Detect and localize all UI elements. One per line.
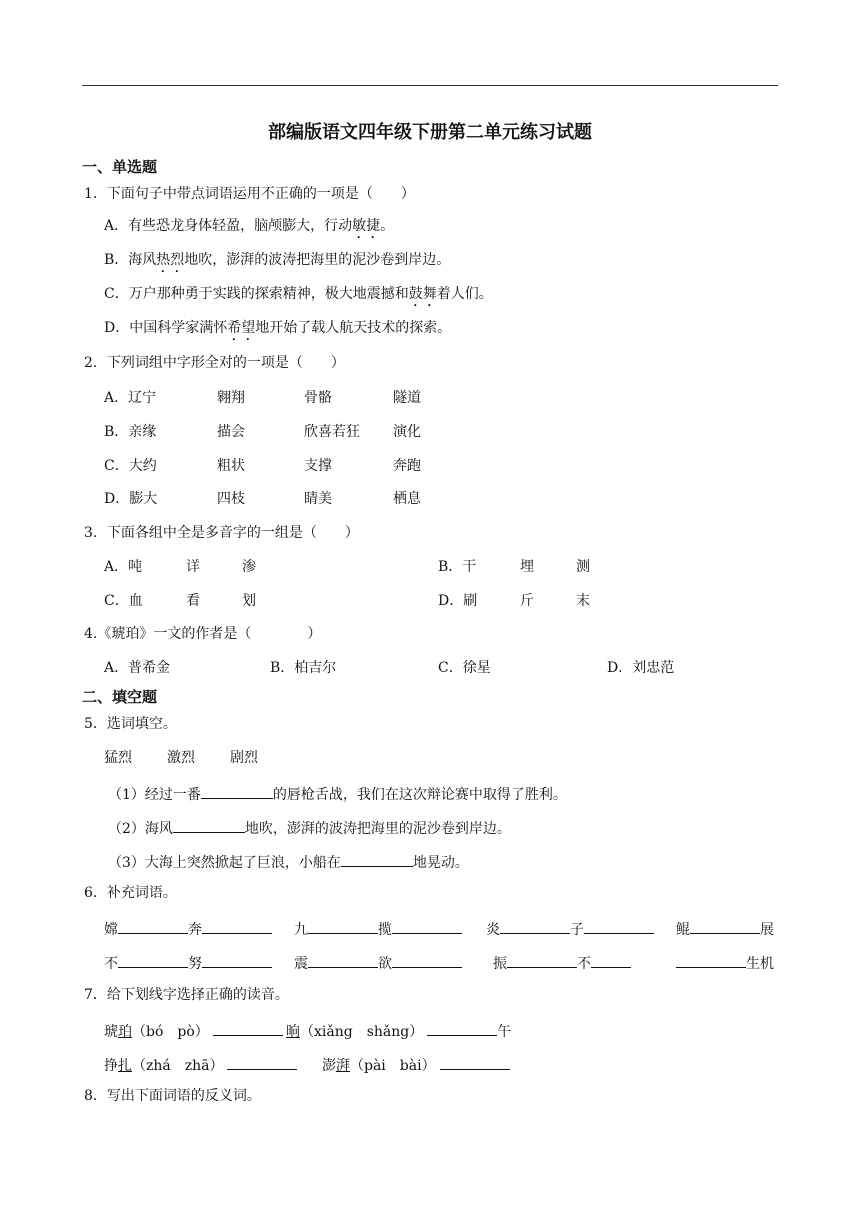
dotted-word: 希望 [227, 320, 256, 336]
word-choice: 激烈 [167, 750, 195, 766]
answer-blank[interactable] [202, 951, 272, 968]
sentence-text: 地晃动。 [412, 855, 469, 871]
word-char: 挣 [104, 1058, 118, 1074]
idiom-char: 展 [760, 922, 774, 938]
pinyin-item-1 [104, 1019, 283, 1042]
answer-blank[interactable] [118, 917, 188, 934]
dotted-word: 敏捷 [352, 218, 381, 234]
idiom-char: 不 [104, 956, 118, 972]
question-4-stem: 4.《琥珀》一文的作者是（ ） [84, 626, 322, 642]
idiom-char: 嫦 [104, 922, 118, 938]
idiom-blank-8 [676, 951, 774, 974]
section-heading-fill-blank: 二、填空题 [82, 688, 158, 706]
sentence-text: （2）海风 [108, 821, 173, 837]
question-3-option-c: C．血 [104, 593, 143, 609]
question-3-char: 斤 [520, 593, 534, 609]
sentence-text: 的唇枪舌战，我们在这次辩论赛中取得了胜利。 [272, 787, 567, 803]
answer-blank[interactable] [201, 782, 273, 799]
question-2-option-a: A．辽宁 [104, 390, 157, 406]
idiom-blank-7 [493, 951, 631, 974]
underlined-char: 湃 [336, 1058, 350, 1074]
idiom-char: 子 [570, 922, 584, 938]
idiom-char: 振 [493, 956, 507, 972]
question-2-word: 描会 [217, 424, 245, 440]
underlined-char: 扎 [118, 1058, 132, 1074]
question-2-word: 骨骼 [304, 390, 332, 406]
question-2-word: 栖息 [393, 491, 421, 507]
question-2-word: 四枝 [217, 491, 245, 507]
idiom-char: 生机 [746, 956, 774, 972]
idiom-char: 努 [188, 956, 202, 972]
option-text: 。 [380, 218, 395, 234]
question-8-stem: 8．写出下面词语的反义词。 [84, 1088, 261, 1104]
question-4-option-d: D．刘忠范 [607, 660, 675, 676]
option-text: 着人们。 [436, 286, 493, 302]
page-title: 部编版语文四年级下册第二单元练习试题 [268, 122, 592, 143]
question-3-stem: 3．下面各组中全是多音字的一组是（ ） [84, 525, 359, 541]
answer-blank[interactable] [392, 951, 462, 968]
option-text: D．中国科学家满怀 [104, 320, 228, 336]
sentence-text: （1）经过一番 [108, 787, 201, 803]
word-char: 澎 [322, 1058, 336, 1074]
question-2-word: 睛美 [304, 491, 332, 507]
question-5-sentence-2 [108, 816, 511, 839]
question-2-word: 支撑 [304, 458, 332, 474]
answer-blank[interactable] [690, 917, 760, 934]
answer-blank[interactable] [507, 951, 577, 968]
idiom-char: 欲 [378, 956, 392, 972]
answer-blank[interactable] [227, 1053, 297, 1070]
word-char: 午 [497, 1024, 512, 1040]
pinyin-choices: （zhá zhā） [132, 1058, 224, 1074]
answer-blank[interactable] [427, 1019, 497, 1036]
question-7-stem: 7．给下划线字选择正确的读音。 [84, 987, 289, 1003]
question-1-option-c [104, 284, 493, 310]
answer-blank[interactable] [173, 816, 245, 833]
question-3-char: 看 [186, 593, 200, 609]
header-rule [82, 85, 778, 86]
question-3-char: 划 [242, 593, 256, 609]
question-3-option-d: D．刷 [438, 593, 478, 609]
question-3-char: 详 [186, 559, 200, 575]
idiom-blank-3 [486, 917, 654, 940]
question-2-word: 隧道 [393, 390, 421, 406]
word-char: 琥 [104, 1024, 118, 1040]
question-5-stem: 5．选词填空。 [84, 716, 177, 732]
answer-blank[interactable] [118, 951, 188, 968]
word-choice: 剧烈 [230, 750, 258, 766]
pinyin-item-4 [322, 1053, 510, 1076]
question-2-word: 粗状 [217, 458, 245, 474]
option-text: C．万户那种勇于实践的探索精神，极大地震撼和 [104, 286, 409, 302]
option-text: A．有些恐龙身体轻盈，脑颅膨大，行动 [104, 218, 353, 234]
idiom-char: 奔 [188, 922, 202, 938]
question-2-option-b: B．亲缘 [104, 424, 157, 440]
question-4-option-b: B．柏吉尔 [270, 660, 337, 676]
option-text: 地吹，澎湃的波涛把海里的泥沙卷到岸边。 [184, 252, 451, 268]
idiom-char: 鲲 [676, 922, 690, 938]
idiom-blank-5 [104, 951, 272, 974]
answer-blank[interactable] [440, 1053, 510, 1070]
section-heading-single-choice: 一、单选题 [82, 158, 158, 176]
idiom-char: 不 [577, 956, 591, 972]
idiom-blank-4 [676, 917, 774, 940]
question-3-option-b: B．干 [438, 559, 477, 575]
answer-blank[interactable] [202, 917, 272, 934]
answer-blank[interactable] [500, 917, 570, 934]
question-1-option-d [104, 318, 451, 344]
idiom-char: 炎 [486, 922, 500, 938]
answer-blank[interactable] [392, 917, 462, 934]
sentence-text: 地吹，澎湃的波涛把海里的泥沙卷到岸边。 [244, 821, 511, 837]
question-4-option-c: C．徐星 [438, 660, 491, 676]
pinyin-choices: （pài bài） [350, 1058, 436, 1074]
question-3-char: 末 [576, 593, 590, 609]
question-1-option-b [104, 250, 450, 276]
idiom-blank-1 [104, 917, 272, 940]
answer-blank[interactable] [213, 1019, 283, 1036]
question-2-option-d: D．膨大 [104, 491, 158, 507]
question-2-word: 演化 [393, 424, 421, 440]
underlined-char: 珀 [118, 1024, 132, 1040]
option-text: 地开始了载人航天技术的探索。 [255, 320, 452, 336]
answer-blank[interactable] [676, 951, 746, 968]
idiom-char: 九 [294, 922, 308, 938]
answer-blank[interactable] [341, 850, 413, 867]
underlined-char: 晌 [286, 1024, 300, 1040]
word-choice: 猛烈 [104, 750, 132, 766]
answer-blank[interactable] [308, 951, 378, 968]
answer-blank[interactable] [584, 917, 654, 934]
answer-blank[interactable] [308, 917, 378, 934]
pinyin-item-3 [104, 1053, 297, 1076]
question-5-sentence-3 [108, 850, 469, 873]
question-3-char: 埋 [520, 559, 534, 575]
answer-blank[interactable] [591, 951, 631, 968]
question-3-char: 渗 [242, 559, 256, 575]
question-3-option-a: A．吨 [104, 559, 143, 575]
question-5-sentence-1 [108, 782, 567, 805]
question-1-stem: 1．下面句子中带点词语运用不正确的一项是（ ） [84, 186, 415, 202]
question-4-option-a: A．普希金 [104, 660, 171, 676]
option-text: B．海风 [104, 252, 157, 268]
question-6-stem: 6．补充词语。 [84, 885, 177, 901]
idiom-blank-6 [294, 951, 462, 974]
question-2-stem: 2．下列词组中字形全对的一项是（ ） [84, 355, 345, 371]
question-2-word: 翱翔 [217, 390, 245, 406]
question-2-option-c: C．大约 [104, 458, 157, 474]
question-3-char: 测 [576, 559, 590, 575]
idiom-char: 震 [294, 956, 308, 972]
dotted-word: 鼓舞 [408, 286, 437, 302]
idiom-blank-2 [294, 917, 462, 940]
pinyin-item-2 [286, 1019, 511, 1042]
pinyin-choices: （bó pò） [132, 1024, 209, 1040]
question-2-word: 欣喜若狂 [304, 424, 360, 440]
pinyin-choices: （xiǎng shǎng） [300, 1024, 424, 1040]
question-2-word: 奔跑 [393, 458, 421, 474]
sentence-text: （3）大海上突然掀起了巨浪，小船在 [108, 855, 341, 871]
idiom-char: 揽 [378, 922, 392, 938]
question-1-option-a [104, 216, 394, 242]
dotted-word: 热烈 [156, 252, 185, 268]
